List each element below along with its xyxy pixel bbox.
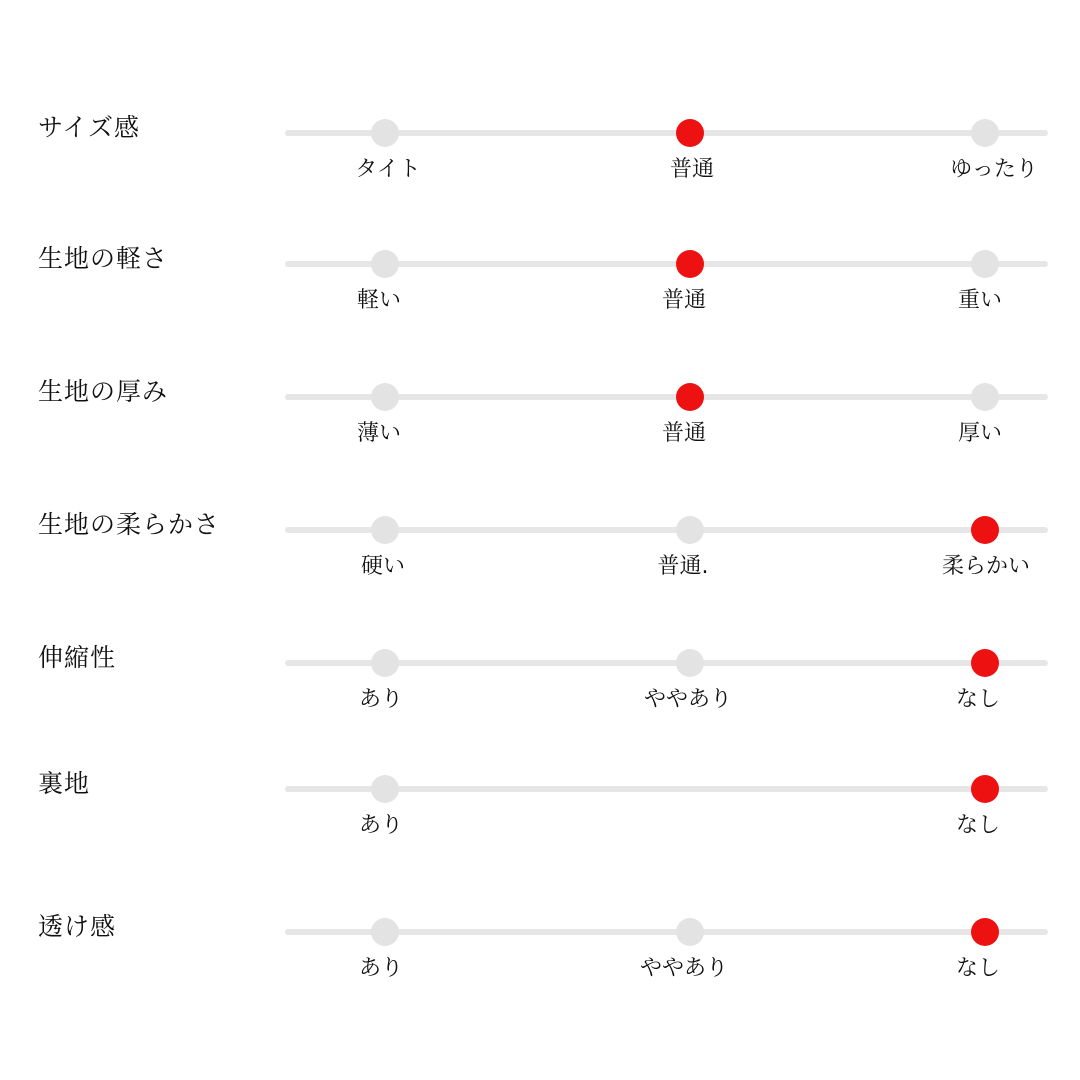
option-label: 柔らかい: [941, 554, 1030, 579]
option-dot[interactable]: [371, 516, 399, 544]
scale-row-fabric-weight: [0, 244, 1080, 364]
option-dot[interactable]: [971, 250, 999, 278]
option-dot[interactable]: [371, 250, 399, 278]
option-label: 軽い: [356, 288, 401, 313]
option-dot[interactable]: [371, 383, 399, 411]
option-label: あり: [358, 687, 403, 712]
option-label: 厚い: [957, 421, 1002, 446]
option-dot-selected[interactable]: [971, 516, 999, 544]
option-dot[interactable]: [676, 918, 704, 946]
option-dot-selected[interactable]: [971, 775, 999, 803]
option-dot[interactable]: [676, 649, 704, 677]
option-dot-selected[interactable]: [676, 250, 704, 278]
option-label: あり: [358, 956, 403, 981]
option-label: タイト: [355, 157, 421, 182]
option-label: 普通: [661, 421, 706, 446]
option-dot[interactable]: [371, 918, 399, 946]
option-label: あり: [358, 813, 403, 838]
option-label: 薄い: [356, 421, 401, 446]
option-dot-selected[interactable]: [971, 649, 999, 677]
scale-row-lining: [0, 769, 1080, 889]
row-label: 透け感: [38, 912, 117, 941]
slider-track: [285, 394, 1048, 400]
row-label: 伸縮性: [38, 643, 117, 672]
option-label: 普通.: [657, 554, 709, 579]
row-label: 生地の柔らかさ: [38, 510, 221, 539]
option-dot-selected[interactable]: [676, 119, 704, 147]
slider-track: [285, 527, 1048, 533]
option-dot[interactable]: [371, 775, 399, 803]
scale-row-sheerness: [0, 912, 1080, 1032]
option-label: なし: [955, 813, 1000, 838]
option-dot[interactable]: [676, 516, 704, 544]
row-label: 生地の厚み: [38, 377, 169, 406]
option-dot[interactable]: [371, 649, 399, 677]
slider-track: [285, 130, 1048, 136]
option-label: 硬い: [360, 554, 405, 579]
option-label: 普通: [661, 288, 706, 313]
option-label: ややあり: [639, 956, 728, 981]
row-label: サイズ感: [38, 113, 141, 142]
row-label: 生地の軽さ: [38, 244, 169, 273]
scale-row-fabric-thickness: [0, 377, 1080, 497]
option-label: 重い: [957, 288, 1002, 313]
option-dot[interactable]: [371, 119, 399, 147]
scale-row-stretch: [0, 643, 1080, 763]
option-label: なし: [955, 956, 1000, 981]
slider-track: [285, 786, 1048, 792]
option-label: 普通: [669, 157, 714, 182]
option-dot-selected[interactable]: [676, 383, 704, 411]
option-dot[interactable]: [971, 383, 999, 411]
option-dot[interactable]: [971, 119, 999, 147]
option-label: ややあり: [643, 687, 732, 712]
row-label: 裏地: [38, 769, 91, 798]
option-label: ゆったり: [950, 157, 1038, 182]
slider-track: [285, 660, 1048, 666]
scale-row-fabric-softness: [0, 510, 1080, 630]
option-label: なし: [955, 687, 1000, 712]
option-dot-selected[interactable]: [971, 918, 999, 946]
slider-track: [285, 929, 1048, 935]
scale-row-size: [0, 113, 1080, 233]
slider-track: [285, 261, 1048, 267]
